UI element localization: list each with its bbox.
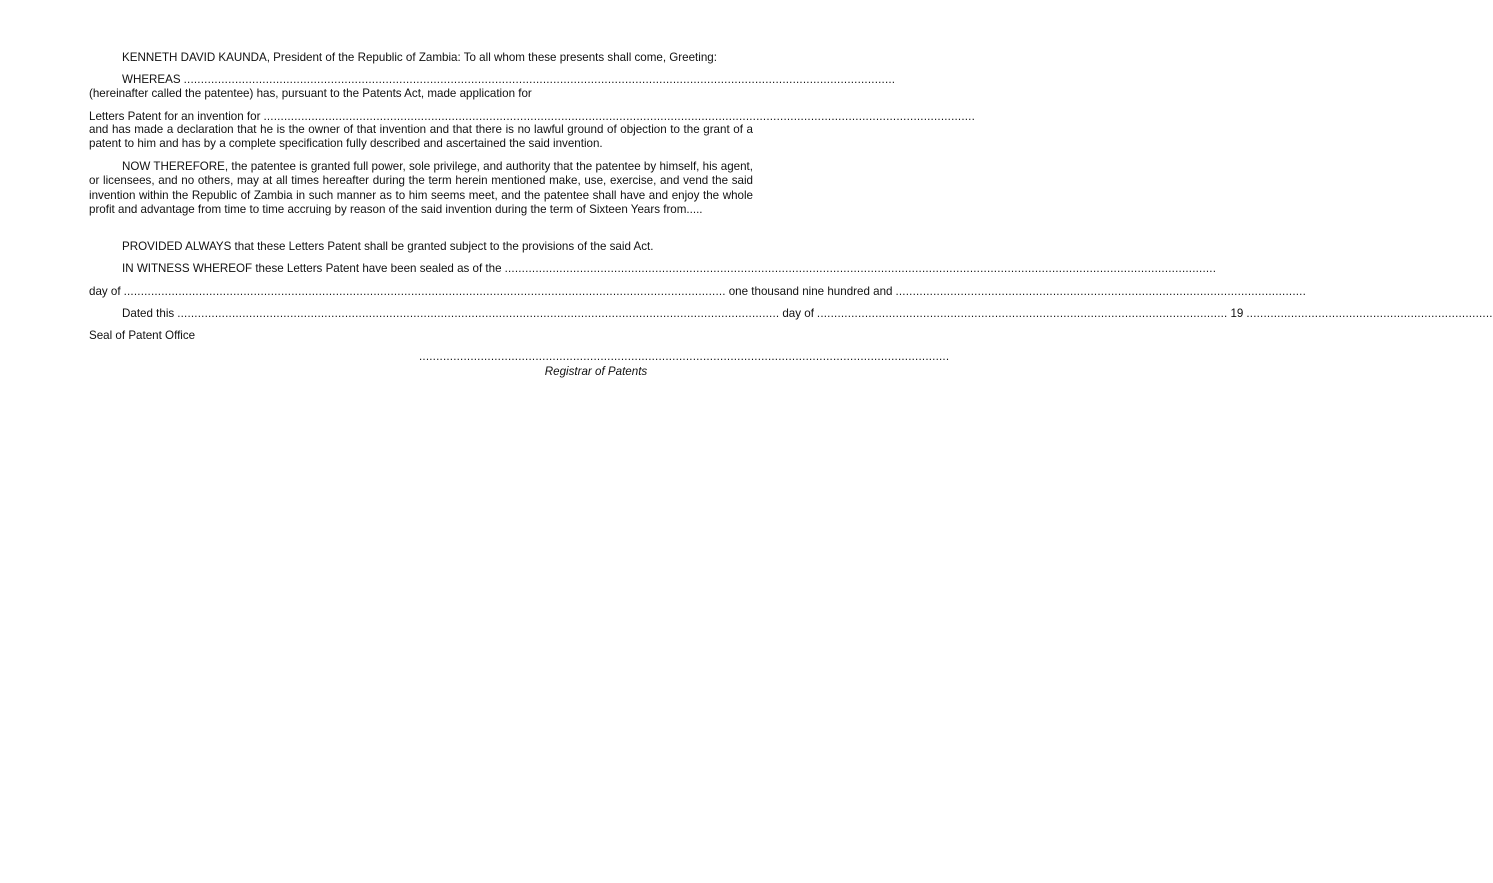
day-of-label: day of	[89, 285, 121, 298]
witness-line	[89, 262, 1217, 276]
dated-this-blank: ................................................................................................................................................................................	[177, 307, 780, 320]
declaration-paragraph: and has made a declaration that he is the owner of that invention and that there is no lawful ground of objection to the grant of a patent to him and has by a complete specification fully described and ascertained the said invention.	[89, 123, 753, 151]
one-thousand-label: one thousand nine hundred and	[728, 285, 893, 298]
year-suffix-blank: ........................................................................	[1246, 307, 1493, 320]
signature-line: ...........................................................................................................................................................	[419, 350, 950, 363]
now-therefore-text: NOW THEREFORE, the patentee is granted full power, sole privilege, and authority that the patentee by himself, his agent, or licensees, and no others, may at all times hereafter during the term herein mentioned make, use, exercise, and vend the said invention within the Republic of Zambia in such manner as to him seems meet, and the patentee shall have and enjoy the whole profit and advantage from time to time accruing by reason of the said invention during the term of Sixteen Years from.....	[89, 160, 753, 217]
year-blank: ........................................................................................................................	[895, 285, 1307, 298]
invention-label: Letters Patent for an invention for	[89, 110, 261, 123]
whereas-line	[89, 73, 896, 87]
provided-always: PROVIDED ALWAYS that these Letters Patent shall be granted subject to the provisions of the said Act.	[122, 240, 654, 253]
witness-blank: ................................................................................................................................................................................................................	[504, 262, 1217, 275]
registrar-label: Registrar of Patents	[544, 365, 648, 378]
whereas-blank: ................................................................................................................................................................................................................	[183, 73, 896, 86]
day-of-blank: ................................................................................................................................................................................	[123, 285, 726, 298]
seal-label: Seal of Patent Office	[89, 329, 196, 342]
whereas-label: WHEREAS	[122, 73, 181, 86]
month-blank: ........................................................................................................................	[816, 307, 1228, 320]
now-therefore-paragraph	[89, 160, 753, 218]
dated-this-line	[89, 307, 1493, 321]
day-of-label-2: day of	[782, 307, 814, 320]
invention-line	[89, 110, 976, 124]
witness-label: IN WITNESS WHEREOF these Letters Patent have been sealed as of the	[122, 262, 502, 275]
year-prefix: 19	[1230, 307, 1244, 320]
preamble: KENNETH DAVID KAUNDA, President of the Republic of Zambia: To all whom these presents shall come, Greeting:	[122, 51, 717, 64]
patentee-line: (hereinafter called the patentee) has, pursuant to the Patents Act, made application for	[89, 87, 532, 100]
day-of-line	[89, 285, 1307, 299]
dated-this-label: Dated this	[122, 307, 175, 320]
invention-blank: ................................................................................................................................................................................................................	[263, 110, 976, 123]
